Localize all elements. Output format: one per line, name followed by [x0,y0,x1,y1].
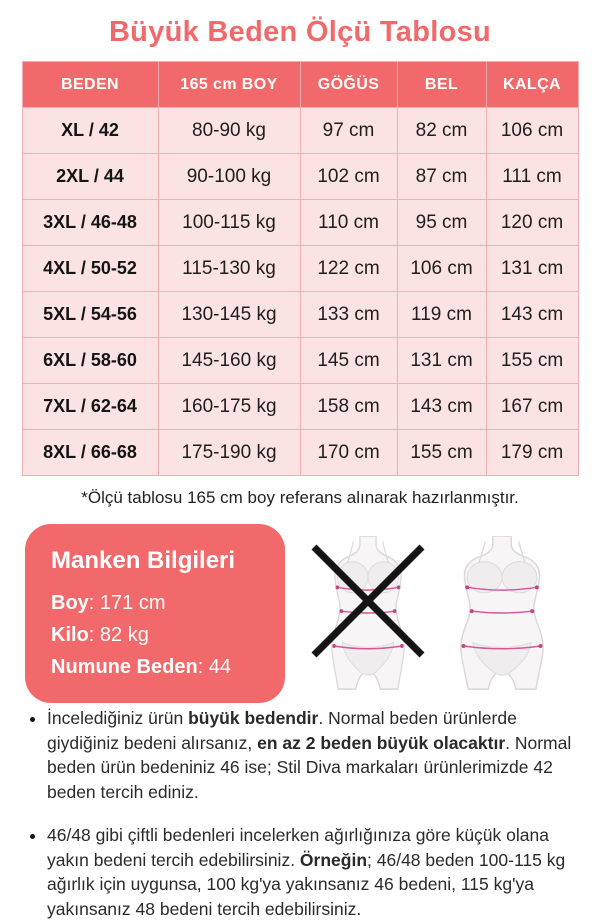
table-row [22,338,578,384]
table-row [22,246,578,292]
value-cell: 119 cm [397,292,486,338]
model-info-card [25,524,285,703]
value-cell: 131 cm [486,246,578,292]
value-cell: 115-130 kg [158,246,300,292]
value-cell: 143 cm [397,384,486,430]
column-header: 165 cm BOY [158,62,300,108]
model-info-field: Boy: 171 cm [51,592,166,614]
table-row [22,384,578,430]
size-cell: XL / 42 [22,108,158,154]
column-header: KALÇA [486,62,578,108]
plus-size-figure-icon [447,536,557,690]
size-cell: 6XL / 58-60 [22,338,158,384]
page-title: Büyük Beden Ölçü Tablosu [108,16,492,48]
figure-illustrations [285,524,585,690]
value-cell: 106 cm [486,108,578,154]
model-info-title: Manken Bilgileri [51,547,236,574]
value-cell: 110 cm [300,200,397,246]
value-cell: 175-190 kg [158,430,300,476]
value-cell: 131 cm [397,338,486,384]
table-header-row [22,62,578,108]
value-cell: 170 cm [300,430,397,476]
model-info-section [25,524,585,696]
value-cell: 87 cm [397,154,486,200]
model-info-field: Kilo: 82 kg [51,624,149,646]
value-cell: 130-145 kg [158,292,300,338]
column-header: BEL [397,62,486,108]
field-label: Kilo [51,624,89,646]
value-cell: 106 cm [397,246,486,292]
table-row [22,200,578,246]
size-table [22,61,579,476]
value-cell: 143 cm [486,292,578,338]
value-cell: 80-90 kg [158,108,300,154]
model-info-field: Numune Beden: 44 [51,656,232,678]
value-cell: 155 cm [486,338,578,384]
value-cell: 82 cm [397,108,486,154]
value-cell: 160-175 kg [158,384,300,430]
value-cell: 122 cm [300,246,397,292]
slim-figure-crossed-out-icon [313,536,423,690]
value-cell: 167 cm [486,384,578,430]
value-cell: 158 cm [300,384,397,430]
field-label: Boy [51,592,89,614]
table-row [22,430,578,476]
table-row [22,292,578,338]
table-row [22,154,578,200]
model-info-fields [51,587,259,683]
note-item: • İncelediğiniz ürün büyük bedendir. Normal beden ürünlerde giydiğiniz bedeni alırsanız, en az 2 beden büyük olacaktır. Normal beden ürün bedeniniz 46 ise; Stil Diva markaları ürünlerimizde 42 beden tercih ediniz. [47,706,576,804]
column-header: GÖĞÜS [300,62,397,108]
size-cell: 4XL / 50-52 [22,246,158,292]
value-cell: 179 cm [486,430,578,476]
size-cell: 3XL / 46-48 [22,200,158,246]
value-cell: 90-100 kg [158,154,300,200]
size-cell: 8XL / 66-68 [22,430,158,476]
size-cell: 7XL / 62-64 [22,384,158,430]
value-cell: 155 cm [397,430,486,476]
notes-list [30,706,576,921]
value-cell: 133 cm [300,292,397,338]
value-cell: 97 cm [300,108,397,154]
column-header: BEDEN [22,62,158,108]
table-row [22,108,578,154]
value-cell: 145-160 kg [158,338,300,384]
field-label: Numune Beden [51,656,198,678]
value-cell: 111 cm [486,154,578,200]
value-cell: 120 cm [486,200,578,246]
value-cell: 100-115 kg [158,200,300,246]
note-item: • 46/48 gibi çiftli bedenleri incelerken ağırlığınıza göre küçük olana yakın bedeni tercih edebilirsiniz. Örneğin; 46/48 beden 100-115 kg ağırlık için uygunsa, 100 kg'ya yakınsanız 46 bedeni, 115 kg'ya yakınsanız 48 bedeni tercih edebilirsiniz. [47,823,576,921]
size-table-body [22,108,578,476]
cross-out-x-icon [309,542,427,660]
value-cell: 145 cm [300,338,397,384]
value-cell: 95 cm [397,200,486,246]
size-cell: 2XL / 44 [22,154,158,200]
table-footnote: *Ölçü tablosu 165 cm boy referans alınarak hazırlanmıştır. [81,488,519,507]
size-cell: 5XL / 54-56 [22,292,158,338]
value-cell: 102 cm [300,154,397,200]
